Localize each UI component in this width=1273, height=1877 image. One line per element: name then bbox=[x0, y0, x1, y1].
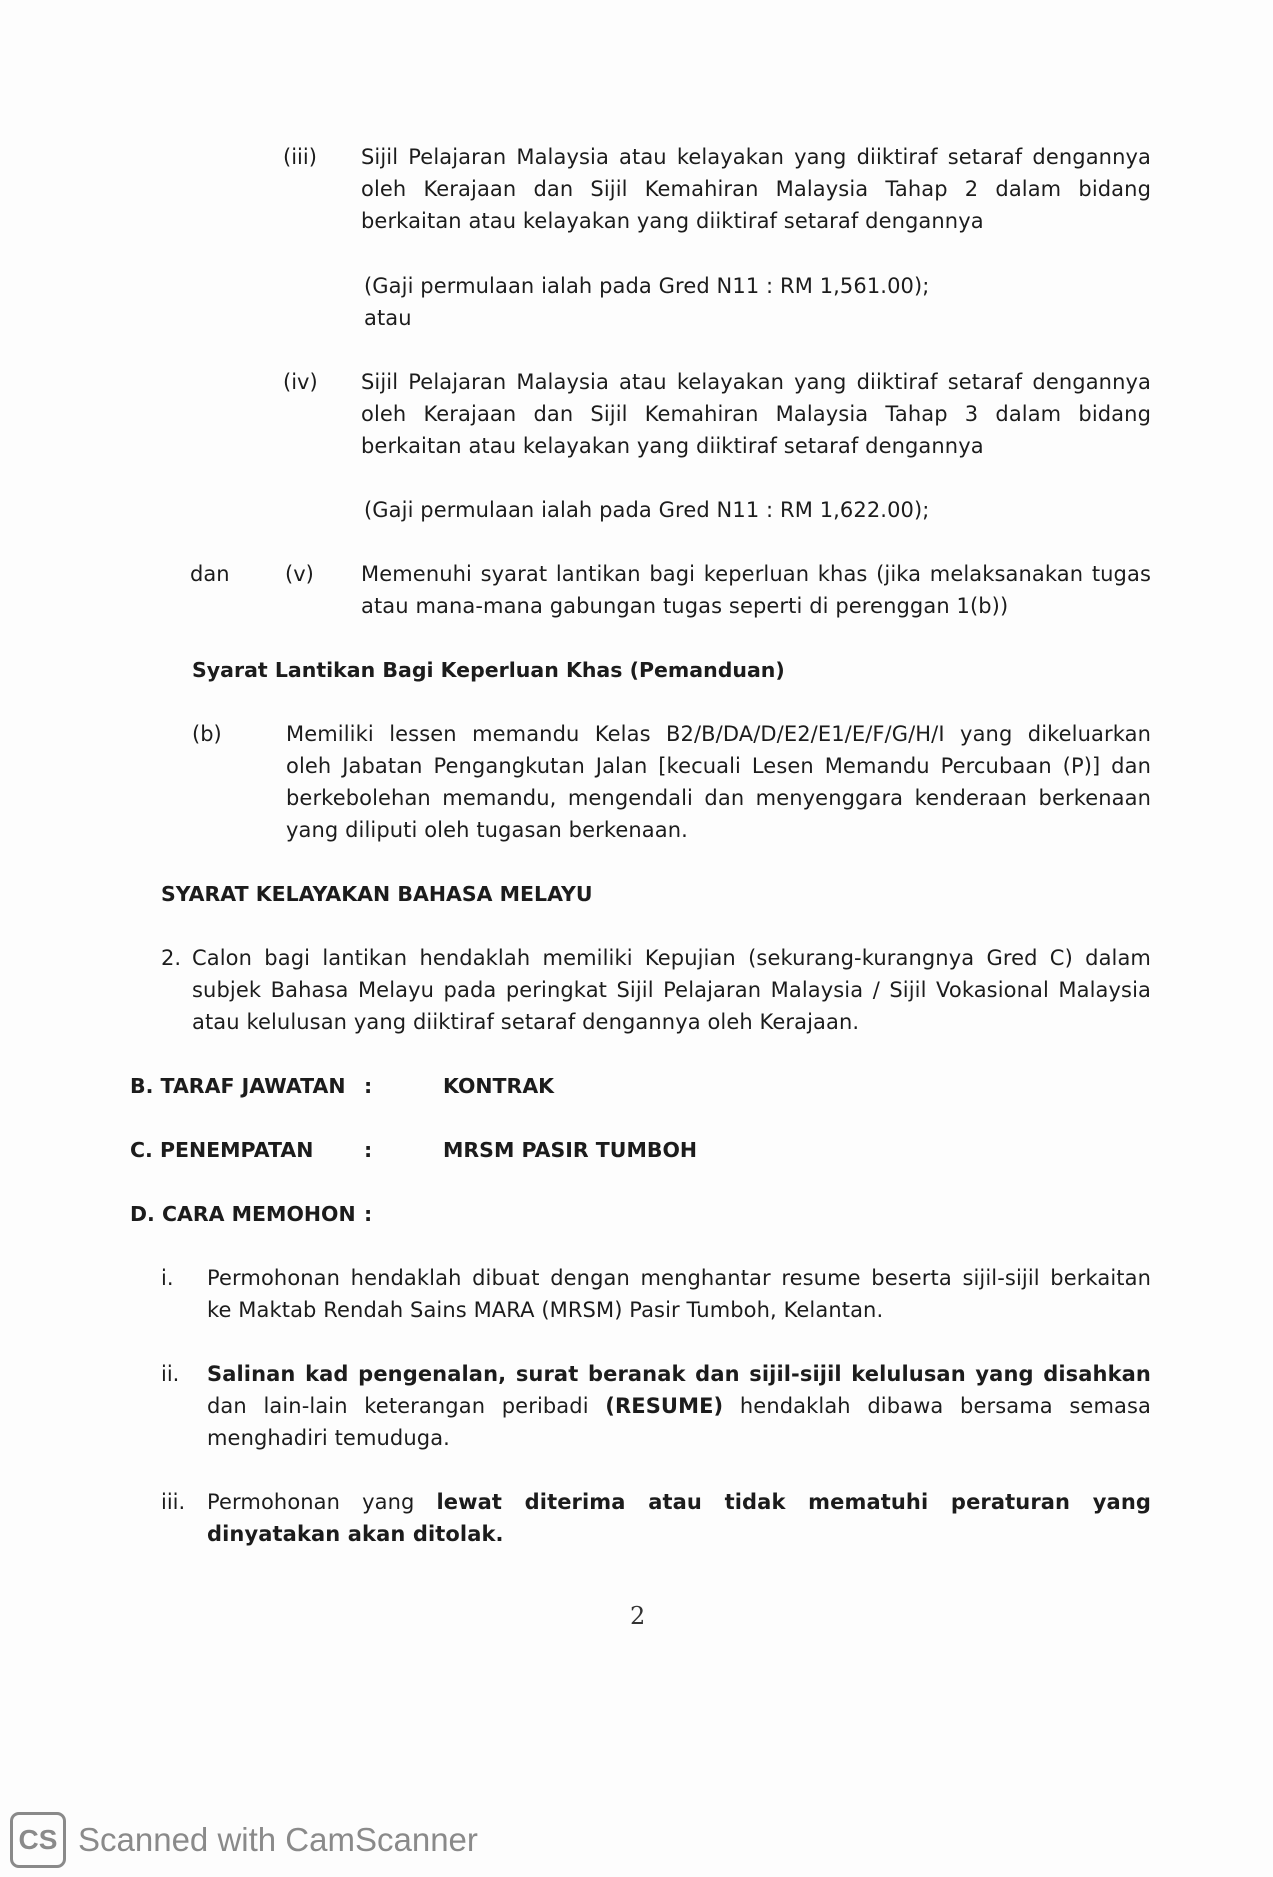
camscanner-logo-icon: CS bbox=[10, 1812, 66, 1868]
bahasa-number: 2. bbox=[161, 946, 182, 970]
apply-ii-marker: ii. bbox=[161, 1362, 180, 1386]
item-iii-conjunction: atau bbox=[364, 306, 412, 330]
item-v-marker: (v) bbox=[285, 562, 314, 586]
item-iv-salary: (Gaji permulaan ialah pada Gred N11 : RM 1,622.00); bbox=[364, 498, 930, 522]
apply-iii-bold-1: lewat diterima atau tidak mematuhi peraturan yang dinyatakan akan ditolak. bbox=[207, 1490, 1151, 1546]
apply-iii-text bbox=[207, 1486, 1151, 1550]
special-heading: Syarat Lantikan Bagi Keperluan Khas (Pemanduan) bbox=[192, 658, 785, 682]
item-v-text: Memenuhi syarat lantikan bagi keperluan khas (jika melaksanakan tugas atau mana-mana gabungan tugas seperti di perenggan 1(b)) bbox=[361, 562, 1151, 618]
apply-iii-plain-1: Permohonan yang bbox=[207, 1490, 437, 1514]
section-c-colon: : bbox=[364, 1138, 373, 1162]
item-iii-salary: (Gaji permulaan ialah pada Gred N11 : RM 1,561.00); bbox=[364, 274, 930, 298]
apply-ii-plain-2: hendaklah dibawa bersama semasa menghadiri temuduga. bbox=[207, 1394, 1151, 1450]
apply-iii-marker: iii. bbox=[161, 1490, 186, 1514]
apply-ii-text bbox=[207, 1358, 1151, 1454]
item-v-prefix: dan bbox=[190, 562, 230, 586]
item-iv-marker: (iv) bbox=[283, 370, 318, 394]
apply-i-marker: i. bbox=[161, 1266, 174, 1290]
apply-ii-plain-1: dan lain-lain keterangan peribadi bbox=[207, 1394, 606, 1418]
item-iii-text: Sijil Pelajaran Malaysia atau kelayakan yang diiktiraf setaraf dengannya oleh Kerajaan dan Sijil Kemahiran Malaysia Tahap 2 dalam bidang berkaitan atau kelayakan yang diiktiraf setaraf dengannya bbox=[361, 145, 1151, 233]
page-number: 2 bbox=[630, 1602, 646, 1630]
special-text: Memiliki lessen memandu Kelas B2/B/DA/D/E2/E1/E/F/G/H/I yang dikeluarkan oleh Jabatan Pengangkutan Jalan [kecuali Lesen Memandu Percubaan (P)] dan berkebolehan memandu, mengendali dan menyenggara kenderaan berkenaan yang diliputi oleh tugasan berkenaan. bbox=[286, 722, 1151, 842]
section-b-label: B. TARAF JAWATAN bbox=[130, 1074, 346, 1098]
section-b-value: KONTRAK bbox=[443, 1074, 555, 1098]
section-c-label: C. PENEMPATAN bbox=[130, 1138, 314, 1162]
apply-ii-bold-1: Salinan kad pengenalan, surat beranak dan sijil-sijil kelulusan yang disahkan bbox=[207, 1362, 1151, 1386]
section-b-colon: : bbox=[364, 1074, 373, 1098]
camscanner-watermark-text: Scanned with CamScanner bbox=[78, 1821, 478, 1858]
apply-i-text: Permohonan hendaklah dibuat dengan menghantar resume beserta sijil-sijil berkaitan ke Maktab Rendah Sains MARA (MRSM) Pasir Tumboh, Kelantan. bbox=[207, 1266, 1151, 1322]
section-d-label: D. CARA MEMOHON bbox=[130, 1202, 356, 1226]
special-marker: (b) bbox=[192, 722, 222, 746]
bahasa-text: Calon bagi lantikan hendaklah memiliki Kepujian (sekurang-kurangnya Gred C) dalam subjek Bahasa Melayu pada peringkat Sijil Pelajaran Malaysia / Sijil Vokasional Malaysia atau kelulusan yang diiktiraf setaraf dengannya oleh Kerajaan. bbox=[192, 946, 1151, 1034]
section-c-value: MRSM PASIR TUMBOH bbox=[443, 1138, 698, 1162]
item-iii-marker: (iii) bbox=[283, 145, 317, 169]
apply-ii-bold-2: (RESUME) bbox=[605, 1394, 724, 1418]
section-d-colon: : bbox=[364, 1202, 373, 1226]
item-iv-text: Sijil Pelajaran Malaysia atau kelayakan yang diiktiraf setaraf dengannya oleh Kerajaan dan Sijil Kemahiran Malaysia Tahap 3 dalam bidang berkaitan atau kelayakan yang diiktiraf setaraf dengannya bbox=[361, 370, 1151, 458]
bahasa-heading: SYARAT KELAYAKAN BAHASA MELAYU bbox=[161, 882, 593, 906]
